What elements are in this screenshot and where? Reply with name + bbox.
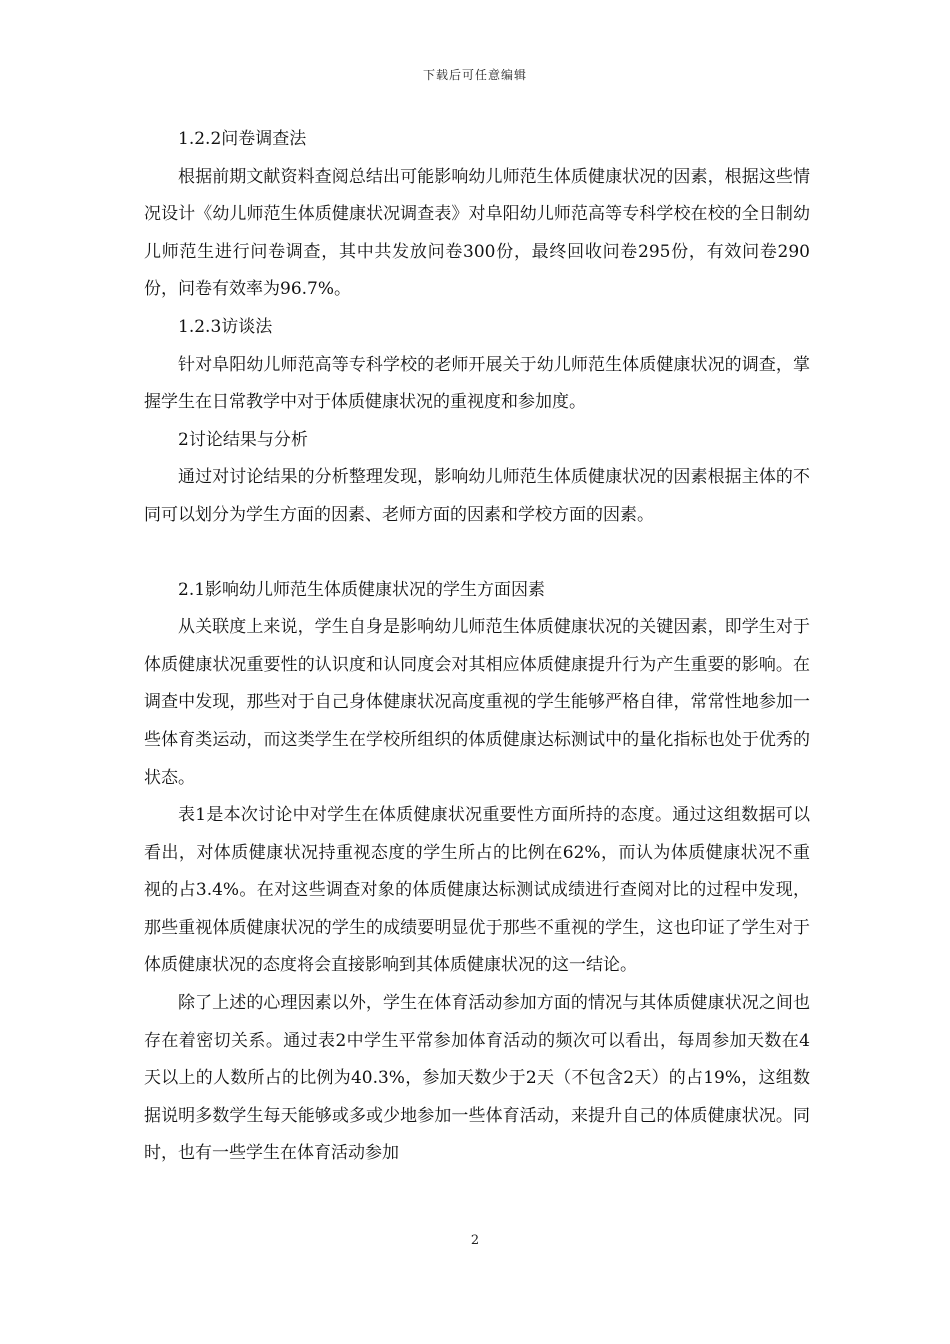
- section-heading-2-1: 2.1影响幼儿师范生体质健康状况的学生方面因素: [178, 579, 546, 600]
- document-body: [144, 121, 810, 1173]
- paragraph-results-overview: 通过对讨论结果的分析整理发现，影响幼儿师范生体质健康状况的因素根据主体的不同可以划分为学生方面的因素、老师方面的因素和学校方面的因素。: [144, 467, 810, 525]
- section-heading-2: 2讨论结果与分析: [178, 429, 308, 450]
- section-heading-1-2-3: 1.2.3访谈法: [178, 316, 273, 337]
- paragraph-interview: 针对阜阳幼儿师范高等专科学校的老师开展关于幼儿师范生体质健康状况的调查，掌握学生在日常教学中对于体质健康状况的重视度和参加度。: [144, 354, 810, 413]
- section-heading-1-2-2: 1.2.2问卷调查法: [178, 129, 307, 149]
- paragraph-table-1: 表1是本次讨论中对学生在体质健康状况重要性方面所持的态度。通过这组数据可以看出，对体质健康状况持重视态度的学生所占的比例在62%，而认为体质健康状况不重视的占3.4%。在对这些调查对象的体质健康达标测试成绩进行查阅对比的过程中发现，那些重视体质健康状况的学生的成绩要明显优于那些不重视的学生，这也印证了学生对于体质健康状况的态度将会直接影响到其体质健康状况的这一结论。: [144, 805, 810, 976]
- paragraph-table-2: 除了上述的心理因素以外，学生在体育活动参加方面的情况与其体质健康状况之间也存在着密切关系。通过表2中学生平常参加体育活动的频次可以看出，每周参加天数在4天以上的人数所占的比例为40.3%，参加天数少于2天（不包含2天）的占19%，这组数据说明多数学生每天能够或多或少地参加一些体育活动，来提升自己的体质健康状况。同时，也有一些学生在体育活动参加: [144, 993, 810, 1164]
- paragraph-student-factors: 从关联度上来说，学生自身是影响幼儿师范生体质健康状况的关键因素，即学生对于体质健康状况重要性的认识度和认同度会对其相应体质健康提升行为产生重要的影响。在调查中发现，那些对于自己身体健康状况高度重视的学生能够严格自律，常常性地参加一些体育类运动，而这类学生在学校所组织的体质健康达标测试中的量化指标也处于优秀的状态。: [144, 617, 810, 788]
- paragraph-questionnaire: 根据前期文献资料查阅总结出可能影响幼儿师范生体质健康状况的因素，根据这些情况设计《幼儿师范生体质健康状况调查表》对阜阳幼儿师范高等专科学校在校的全日制幼儿师范生进行问卷调查，其中共发放问卷300份，最终回收问卷295份，有效问卷290份，问卷有效率为96.7%。: [144, 166, 810, 300]
- page-header: 下载后可任意编辑: [422, 68, 527, 82]
- page-number: 2: [470, 1233, 480, 1248]
